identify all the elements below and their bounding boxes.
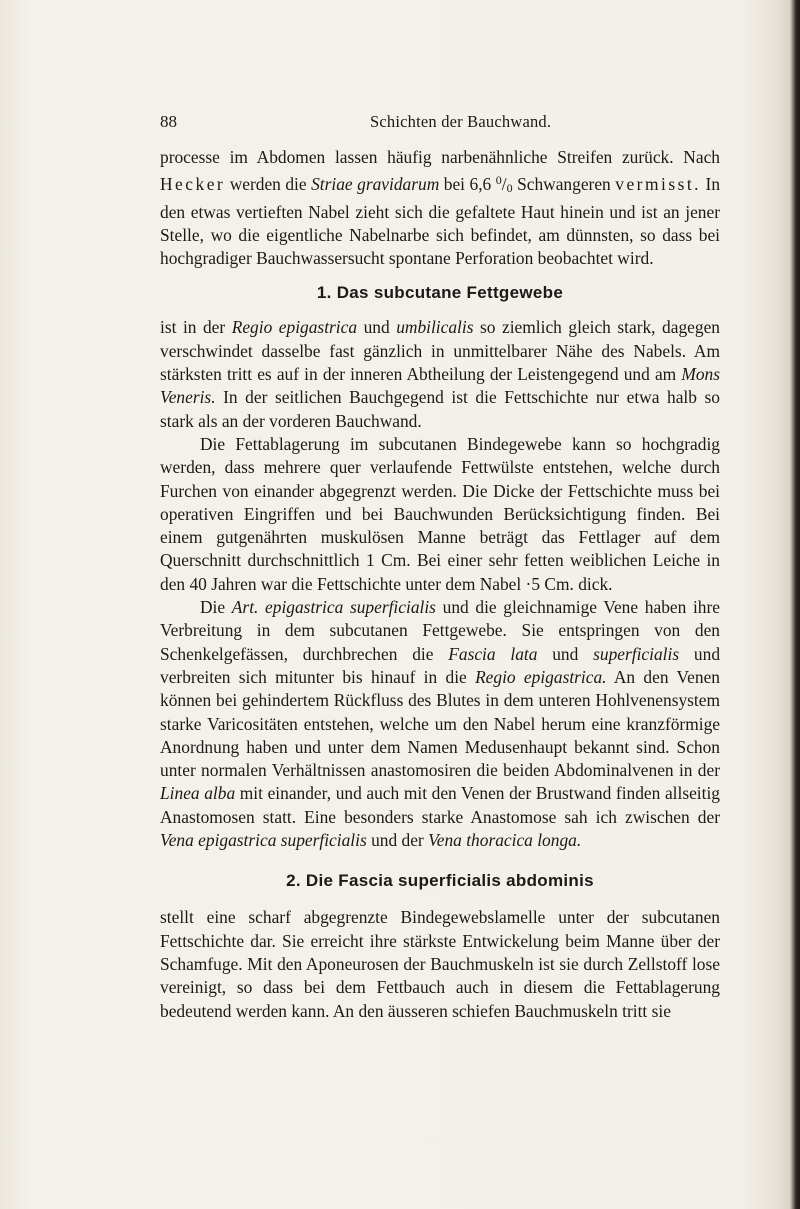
text-run: In der seitlichen Bauchgegend ist die Fettschichte nur etwa halb so stark als an der vorderen Bauchwand. (160, 387, 720, 431)
latin-term: Vena epigastrica superficialis (160, 830, 367, 851)
text-run: und verbreiten sich mitunter bis hinauf in die (160, 643, 721, 687)
latin-term: Striae gravidarum (311, 174, 440, 195)
latin-term: superficialis (593, 643, 680, 664)
text-run: bei 6,6 (439, 174, 496, 195)
latin-term: Regio epigastrica (231, 317, 358, 338)
text-run: und die gleichnamige Vene haben ihre Verbreitung in dem subcutanen Fettgewebe. Sie entspringen von den Schenkelgefässen, durchbrechen die (160, 597, 721, 664)
text-run: werden die (225, 174, 312, 195)
latin-term: Regio epigastrica. (475, 666, 607, 687)
running-head-title: Schichten der Bauchwand. (370, 112, 552, 131)
body-text (160, 146, 720, 1023)
text-run: processe im Abdomen lassen häufig narbenähnliche Streifen zurück. Nach (160, 147, 720, 167)
author-name: Hecker (160, 174, 226, 195)
running-head (160, 112, 720, 136)
latin-term: Mons Veneris. (160, 364, 720, 408)
text-run: so ziemlich gleich stark, dagegen verschwindet dasselbe fast gänzlich in unmittelbarer Nähe des Nabels. Am stärksten tritt es auf in der inneren Abtheilung der Leistengegend und am (160, 317, 720, 385)
paragraph-continuation: processe im Abdomen lassen häufig narbenähnliche Streifen zurück. Nach Hecker werden die Striae gravidarum bei 6,6 $^0$/0 Schwangeren vermisst. In den etwas vertieften Nabel zieht sich die gefaltete Haut hinein und ist an jener Stelle, wo die eigentliche Nabelnarbe sich befindet, am dünnsten, so dass bei hochgradiger Bauchwassersucht spontane Perforation beobachtet wird. (160, 147, 721, 269)
latin-term: umbilicalis (396, 317, 474, 338)
text-run: In den etwas vertieften Nabel zieht sich die gefaltete Haut hinein und ist an jener Stelle, wo die eigentliche Nabelnarbe sich befindet, am dünnsten, so dass bei hochgradiger Bauchwassersucht spontane Perforation beobachtet wird. (160, 174, 721, 269)
percent-sign-bottom: 0 (506, 181, 513, 196)
text-run: und der (366, 830, 429, 851)
paragraph (160, 316, 720, 432)
text-run: mit einander, und auch mit den Venen der Brustwand finden allseitig Anastomosen statt. Eine besonders starke Anastomose sah ich zwischen der (160, 783, 720, 827)
text-run: Schwangeren (512, 174, 616, 195)
section-heading-2: 2. Die Fascia superficialis abdominis (286, 871, 594, 891)
page-number: 88 (160, 112, 177, 131)
paragraph (160, 596, 720, 852)
percent-sign-top: 0 (495, 173, 502, 188)
emphasized-word: vermisst. (615, 174, 702, 195)
text-run: und (357, 317, 397, 338)
latin-term: Art. epigastrica superficialis (231, 597, 436, 618)
latin-term: Fascia lata (448, 643, 538, 664)
section-heading-1: 1. Das subcutane Fettgewebe (316, 283, 564, 303)
text-run: An den Venen können bei gehindertem Rückfluss des Blutes in dem unteren Hohlvenensystem starke Varicositäten entstehen, welche um den Nabel herum eine kranzförmige Anordnung haben und unter dem Namen Medusenhaupt bekannt sind. Schon unter normalen Verhältnissen anastomosiren die beiden Abdominalvenen in der (160, 666, 720, 781)
latin-term: Vena thoracica longa. (428, 830, 582, 851)
paragraph: stellt eine scharf abgegrenzte Bindegewebslamelle unter der subcutanen Fettschichte dar. Sie erreicht ihre stärkste Entwickelung beim Manne über der Schamfuge. Mit den Aponeurosen der Bauchmuskeln ist sie durch Zellstoff lose vereinigt, so dass bei dem Fettbauch auch in diesem die Fettablagerung bedeutend werden kann. An den äusseren schiefen Bauchmuskeln tritt sie (160, 907, 720, 1021)
latin-term: Linea alba (160, 783, 236, 804)
text-run: und (537, 643, 594, 664)
text-run: ist in der (160, 317, 232, 338)
paragraph: Die Fettablagerung im subcutanen Bindegewebe kann so hochgradig werden, dass mehrere quer verlaufende Fettwülste entstehen, welche durch Furchen von einander abgegrenzt werden. Die Dicke der Fettschichte muss bei operativen Eingriffen und bei Bauchwunden Berücksichtigung finden. Bei einem gutgenährten muskulösen Manne beträgt das Fettlager auf dem Querschnitt durchschnittlich 1 Cm. Bei einer sehr fetten weiblichen Leiche in den 40 Jahren war die Fettschichte unter dem Nabel ·5 Cm. dick. (160, 433, 720, 594)
text-run: Die (200, 597, 232, 618)
